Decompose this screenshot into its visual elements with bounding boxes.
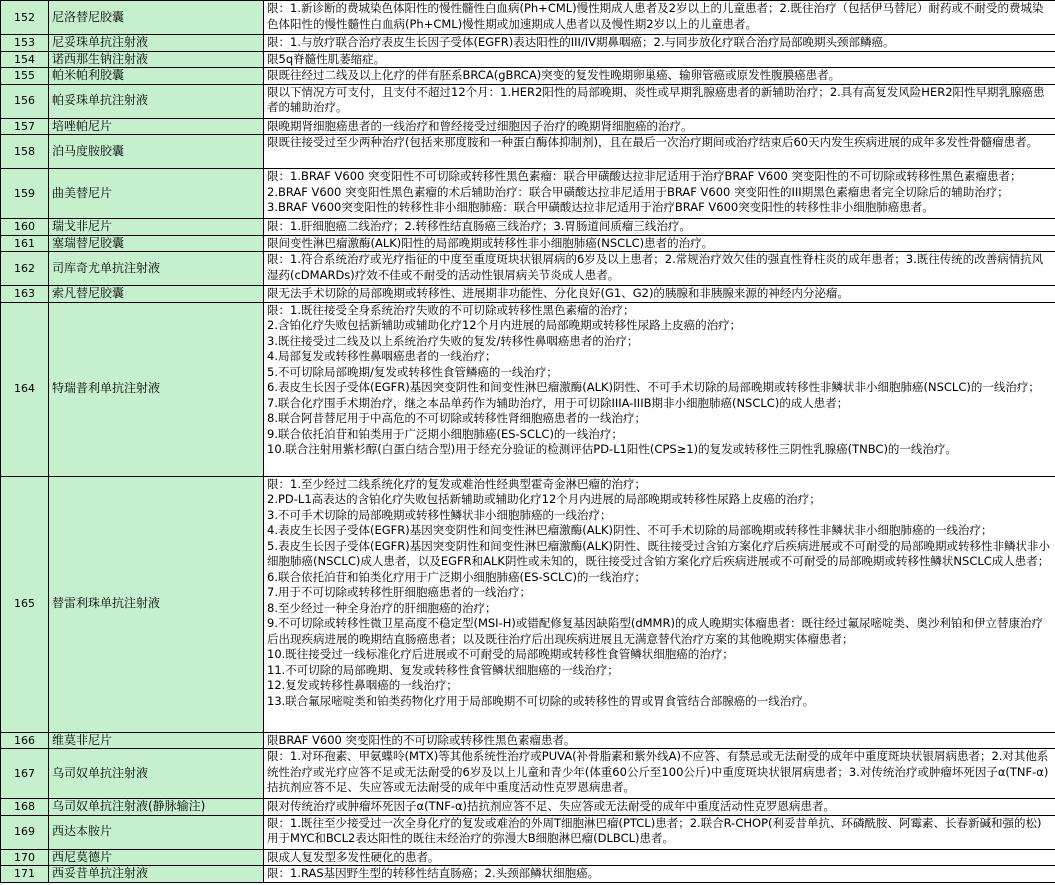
- restriction-line: 7.用于不可切除或转移性肝细胞癌患者的一线治疗；: [267, 585, 531, 599]
- restriction-line: 3.BRAF V600突变阳性的转移性非小细胞肺癌：联合甲磺酸达拉非尼适用于治疗BRAF V600突变阳性的转移性非小细胞肺癌患者。: [267, 200, 934, 214]
- drug-name: 瑞戈非尼片: [49, 219, 264, 236]
- restriction-line: 限5q脊髓性肌萎缩症。: [267, 51, 386, 66]
- restriction-line: 9.不可切除或转移性微卫星高度不稳定型(MSI-H)或错配修复基因缺陷型(dMMR)的成人晚期实体瘤患者：既往经过氟尿嘧啶类、奥沙利铂和伊立替康治疗后出现疾病进展的晚期结直肠癌患者；以及既往治疗后出现疾病进展且无满意替代治疗方案的其他晚期实体瘤患者；: [267, 616, 1043, 646]
- drug-name: 西妥昔单抗注射液: [49, 866, 264, 883]
- table-row: [1, 118, 1055, 135]
- restriction-line: 11.不可切除的局部晚期、复发或转移性食管鳞状细胞癌的一线治疗；: [267, 662, 619, 677]
- drug-restriction: [264, 219, 1055, 236]
- table-row: [1, 749, 1055, 799]
- drug-restriction: [264, 84, 1055, 118]
- drug-name: 乌司奴单抗注射液: [49, 749, 264, 799]
- restriction-line: 限晚期肾细胞癌患者的一线治疗和曾经接受过细胞因子治疗的晚期肾细胞癌的治疗。: [267, 118, 693, 133]
- restriction-line: 4.局部复发或转移性鼻咽癌患者的一线治疗；: [267, 349, 497, 363]
- restriction-line: 限成人复发型多发性硬化的患者。: [267, 849, 440, 864]
- drug-restriction: [264, 815, 1055, 849]
- row-number: 157: [1, 118, 49, 135]
- drug-name: 特瑞普利单抗注射液: [49, 302, 264, 476]
- table-row: [1, 849, 1055, 866]
- restriction-line: 限：1.符合系统治疗或光疗指征的中度至重度斑块状银屑病的6岁及以上患者；2.常规治疗效欠佳的强直性脊柱炎的成年患者；3.既往传统的改善病情抗风湿药(cDMARDs)疗效不佳或不耐受的活动性银屑病关节炎成人患者。: [267, 252, 1044, 282]
- restriction-line: 限：1.既往至少接受过一次全身化疗的复发或难治的外周T细胞淋巴瘤(PTCL)患者；2.联合R-CHOP(利妥昔单抗、环磷酰胺、阿霉素、长春新碱和强的松)用于MYC和BCL2表达阳性的既往未经治疗的弥漫大B细胞淋巴瘤(DLBCL)患者。: [267, 815, 1042, 845]
- drug-list-body: [1, 1, 1055, 883]
- row-number: 161: [1, 235, 49, 252]
- restriction-line: 限BRAF V600 突变阳性的不可切除或转移性黑色素瘤患者。: [267, 732, 576, 747]
- drug-restriction: [264, 235, 1055, 252]
- restriction-line: 8.联合阿昔替尼用于中高危的不可切除或转移性肾细胞癌患者的一线治疗；: [267, 411, 646, 425]
- table-row: [1, 252, 1055, 286]
- row-number: 168: [1, 799, 49, 816]
- drug-restriction: [264, 866, 1055, 883]
- drug-restriction: [264, 302, 1055, 476]
- restriction-line: 3.不可手术切除的局部晚期或转移性鳞状非小细胞肺癌的一线治疗；: [267, 507, 612, 522]
- drug-name: 西尼莫德片: [49, 849, 264, 866]
- restriction-line: 6.联合依托泊苷和铂类化疗用于广泛期小细胞肺癌(ES-SCLC)的一线治疗；: [267, 569, 646, 584]
- restriction-line: 限：1.BRAF V600 突变阳性不可切除或转移性黑色素瘤：联合甲磺酸达拉非尼适用于治疗BRAF V600 突变阳性的不可切除或转移性黑色素瘤患者；: [267, 169, 1022, 183]
- restriction-line: 限：1.与放疗联合治疗表皮生长因子受体(EGFR)表达阳性的III/IV期鼻咽癌；2.与同步放化疗联合治疗局部晚期头颈部鳞癌。: [267, 35, 895, 49]
- drug-name: 司库奇尤单抗注射液: [49, 252, 264, 286]
- drug-restriction: [264, 1, 1055, 35]
- restriction-line: 限：1.既往接受全身系统治疗失败的不可切除或转移性黑色素瘤的治疗；: [267, 302, 635, 317]
- drug-restriction: [264, 51, 1055, 68]
- table-row: [1, 732, 1055, 749]
- restriction-line: 限：1.至少经过二线系统化疗的复发或难治性经典型霍奇金淋巴瘤的治疗；: [267, 476, 646, 491]
- restriction-line: 限对传统治疗或肿瘤坏死因子α(TNF-α)拮抗剂应答不足、失应答或无法耐受的成年中重度活动性克罗恩病患者。: [267, 799, 836, 813]
- drug-name: 帕妥珠单抗注射液: [49, 84, 264, 118]
- drug-restriction: [264, 476, 1055, 732]
- table-row: [1, 68, 1055, 85]
- restriction-line: 限既往经过二线及以上化疗的伴有胚系BRCA(gBRCA)突变的复发性晚期卵巢癌、输卵管癌或原发性腹膜癌患者。: [267, 68, 841, 82]
- restriction-line: 限间变性淋巴瘤激酶(ALK)阳性的局部晚期或转移性非小细胞肺癌(NSCLC)患者的治疗。: [267, 235, 714, 250]
- restriction-line: 4.表皮生长因子受体(EGFR)基因突变阴性和间变性淋巴瘤激酶(ALK)阴性、不可手术切除的局部晚期或转移性非鳞状非小细胞肺癌的一线治疗；: [267, 523, 993, 537]
- drug-restriction: [264, 252, 1055, 286]
- restriction-line: 2.BRAF V600 突变阳性黑色素瘤的术后辅助治疗：联合甲磺酸达拉非尼适用于BRAF V600 突变阳性的III期黑色素瘤患者完全切除后的辅助治疗；: [267, 184, 1009, 199]
- row-number: 166: [1, 732, 49, 749]
- drug-name: 维莫非尼片: [49, 732, 264, 749]
- restriction-line: 限以下情况方可支付，且支付不超过12个月：1.HER2阳性的局部晚期、炎性或早期乳腺癌患者的新辅助治疗；2.具有高复发风险HER2阳性早期乳腺癌患者的辅助治疗。: [267, 84, 1045, 114]
- drug-restriction: [264, 118, 1055, 135]
- table-row: [1, 302, 1055, 476]
- restriction-line: 限：1.新诊断的费城染色体阳性的慢性髓性白血病(Ph+CML)慢性期成人患者及2岁以上的儿童患者；2.既往治疗（包括伊马替尼）耐药或不耐受的费城染色体阳性的慢性髓性白血病(Ph+CML)慢性期或加速期成人患者以及慢性期2岁以上的儿童患者。: [267, 1, 1044, 31]
- restriction-line: 限无法手术切除的局部晚期或转移性、进展期非功能性、分化良好(G1、G2)的胰腺和非胰腺来源的神经内分泌瘤。: [267, 286, 849, 300]
- table-row: [1, 84, 1055, 118]
- row-number: 167: [1, 749, 49, 799]
- restriction-line: 限：1.RAS基因野生型的转移性结直肠癌；2.头颈部鳞状细胞癌。: [267, 866, 600, 880]
- table-row: [1, 799, 1055, 816]
- table-row: [1, 235, 1055, 252]
- drug-name: 曲美替尼片: [49, 169, 264, 219]
- drug-name: 替雷利珠单抗注射液: [49, 476, 264, 732]
- table-row: [1, 51, 1055, 68]
- drug-restriction: [264, 135, 1055, 169]
- row-number: 164: [1, 302, 49, 476]
- row-number: 169: [1, 815, 49, 849]
- row-number: 152: [1, 1, 49, 35]
- drug-name: 诺西那生钠注射液: [49, 51, 264, 68]
- drug-restriction: [264, 68, 1055, 85]
- restriction-line: 限：1.肝细胞癌二线治疗；2.转移性结直肠癌三线治疗；3.胃肠道间质瘤三线治疗。: [267, 219, 691, 233]
- row-number: 165: [1, 476, 49, 732]
- restriction-line: 2.含铂化疗失败包括新辅助或辅助化疗12个月内进展的局部晚期或转移性尿路上皮癌的治疗；: [267, 318, 742, 332]
- row-number: 170: [1, 849, 49, 866]
- row-number: 154: [1, 51, 49, 68]
- table-row: [1, 135, 1055, 169]
- restriction-line: 13.联合氟尿嘧啶类和铂类药物化疗用于局部晚期不可切除的或转移性的胃或胃食管结合部腺癌的一线治疗。: [267, 693, 815, 708]
- drug-restriction: [264, 732, 1055, 749]
- restriction-line: 3.既往接受过二线及以上系统治疗失败的复发/转移性鼻咽癌患者的治疗；: [267, 333, 639, 348]
- drug-restriction: [264, 849, 1055, 866]
- table-row: [1, 476, 1055, 732]
- table-row: [1, 815, 1055, 849]
- table-row: [1, 1, 1055, 35]
- restriction-line: 9.联合依托泊苷和铂类用于广泛期小细胞肺癌(ES-SCLC)的一线治疗；: [267, 426, 623, 441]
- drug-restriction: [264, 799, 1055, 816]
- drug-restriction: [264, 749, 1055, 799]
- drug-restriction: [264, 169, 1055, 219]
- drug-name: 塞瑞替尼胶囊: [49, 235, 264, 252]
- row-number: 155: [1, 68, 49, 85]
- row-number: 160: [1, 219, 49, 236]
- drug-name: 尼洛替尼胶囊: [49, 1, 264, 35]
- restriction-line: 限：1.对环孢素、甲氨蝶呤(MTX)等其他系统性治疗或PUVA(补骨脂素和紫外线A)不应答、有禁忌或无法耐受的成年中重度斑块状银屑病患者；2.对其他系统性治疗或光疗应答不足或无法耐受的6岁及以上儿童和青少年(体重60公斤至100公斤)中重度斑块状银屑病患者；3.对传统治疗或肿瘤坏死因子α(TNF-α)拮抗剂应答不足、失应答或无法耐受的成年中重度活动性克罗恩病患者。: [267, 749, 1049, 794]
- row-number: 156: [1, 84, 49, 118]
- table-row: [1, 866, 1055, 883]
- table-row: [1, 169, 1055, 219]
- restriction-line: 7.联合化疗围手术期治疗，继之本品单药作为辅助治疗，用于可切除IIIA-IIIB期非小细胞肺癌(NSCLC)的成人患者；: [267, 395, 849, 410]
- table-row: [1, 219, 1055, 236]
- row-number: 163: [1, 286, 49, 303]
- row-number: 158: [1, 135, 49, 169]
- restriction-line: 10.联合注射用紫杉醇(白蛋白结合型)用于经充分验证的检测评估PD-L1阳性(CPS≥1)的复发或转移性三阴性乳腺癌(TNBC)的一线治疗。: [267, 442, 957, 456]
- drug-name: 尼妥珠单抗注射液: [49, 35, 264, 52]
- drug-name: 泊马度胺胶囊: [49, 135, 264, 169]
- drug-name: 西达本胺片: [49, 815, 264, 849]
- drug-restriction: [264, 286, 1055, 303]
- row-number: 153: [1, 35, 49, 52]
- restriction-line: 12.复发或转移性鼻咽癌的一线治疗；: [267, 678, 458, 692]
- drug-name: 索凡替尼胶囊: [49, 286, 264, 303]
- table-row: [1, 286, 1055, 303]
- table-row: [1, 35, 1055, 52]
- row-number: 159: [1, 169, 49, 219]
- drug-restriction: [264, 35, 1055, 52]
- restriction-line: 限既往接受过至少两种治疗(包括来那度胺和一种蛋白酶体抑制剂)，且在最后一次治疗期间或治疗结束后60天内发生疾病进展的成年多发性骨髓瘤患者。: [267, 135, 1039, 149]
- restriction-line: 5.不可切除局部晚期/复发或转移性食管鳞癌的一线治疗；: [267, 364, 558, 379]
- restriction-line: 10.既往接受过一线标准化疗后进展或不可耐受的局部晚期或转移性食管鳞状细胞癌的治疗；: [267, 647, 734, 661]
- restriction-line: 8.至少经过一种全身治疗的肝细胞癌的治疗；: [267, 600, 497, 615]
- drug-name: 培唑帕尼片: [49, 118, 264, 135]
- drug-name: 乌司奴单抗注射液(静脉输注): [49, 799, 264, 816]
- restriction-line: 6.表皮生长因子受体(EGFR)基因突变阴性和间变性淋巴瘤激酶(ALK)阴性、不可手术切除的局部晚期或转移性非鳞状非小细胞肺癌(NSCLC)的一线治疗；: [267, 380, 1040, 394]
- row-number: 162: [1, 252, 49, 286]
- drug-name: 帕米帕利胶囊: [49, 68, 264, 85]
- row-number: 171: [1, 866, 49, 883]
- restriction-line: 2.PD-L1高表达的含铂化疗失败包括新辅助或辅助化疗12个月内进展的局部晚期或转移性尿路上皮癌的治疗；: [267, 492, 821, 506]
- restriction-line: 5.表皮生长因子受体(EGFR)基因突变阴性和间变性淋巴瘤激酶(ALK)阴性、既往接受过含铂方案化疗后疾病进展或不可耐受的局部晚期或转移性非鳞状非小细胞肺癌(NSCLC)成人患者，以及EGFR和ALK阴性或未知的，既往接受过含铂方案化疗后疾病进展或不可耐受的局部晚期或转移性鳞状NSCLC成人患者；: [267, 538, 1051, 568]
